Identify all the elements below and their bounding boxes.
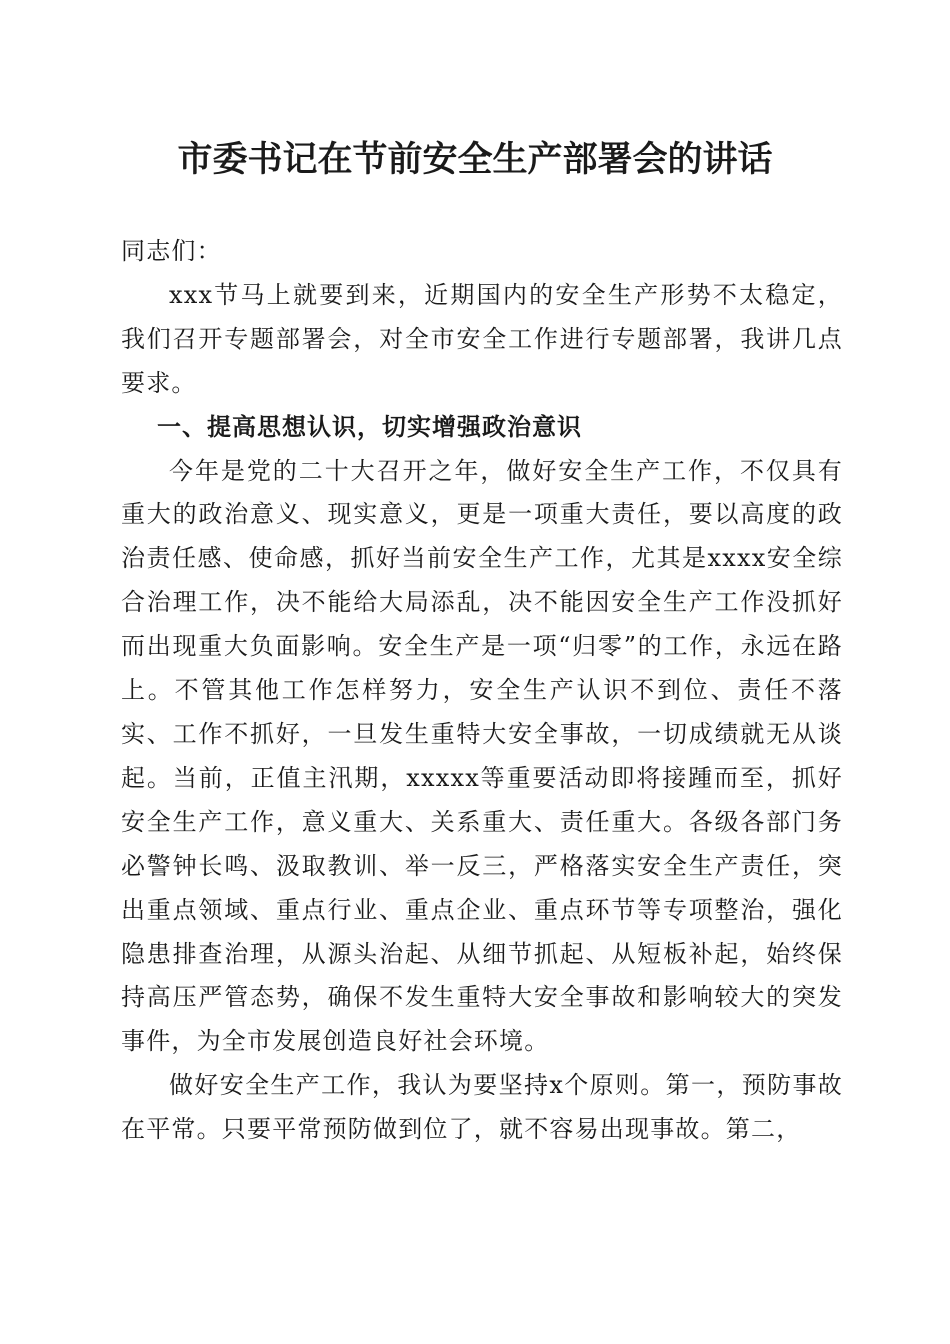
- greeting: 同志们：: [121, 237, 222, 265]
- body-paragraph: 今年是党的二十大召开之年，做好安全生产工作，不仅具有重大的政治意义、现实意义，更是一项重大责任，要以高度的政治责任感、使命感，抓好当前安全生产工作，尤其是xxxx安全综合治理工作，决不能给大局添乱，决不能因安全生产工作没抓好而出现重大负面影响。安全生产是一项“归零”的工作，永远在路上。不管其他工作怎样努力，安全生产认识不到位、责任不落实、工作不抓好，一旦发生重特大安全事故，一切成绩就无从谈起。当前，正值主汛期，xxxxx等重要活动即将接踵而至，抓好安全生产工作，意义重大、关系重大、责任重大。各级各部门务必警钟长鸣、汲取教训、举一反三，严格落实安全生产责任，突出重点领域、重点行业、重点企业、重点环节等专项整治，强化隐患排查治理，从源头治起、从细节抓起、从短板补起，始终保持高压严管态势，确保不发生重特大安全事故和影响较大的突发事件，为全市发展创造良好社会环境。: [121, 456, 843, 1056]
- document-body: [121, 230, 843, 1152]
- section-heading: 一、提高思想认识，切实增强政治意识: [157, 412, 582, 441]
- intro-paragraph: xxx节马上就要到来，近期国内的安全生产形势不太稳定，我们召开专题部署会，对全市安全工作进行专题部署，我讲几点要求。: [121, 280, 843, 397]
- body-paragraph: 做好安全生产工作，我认为要坚持x个原则。第一，预防事故在平常。只要平常预防做到位了，就不容易出现事故。第二，: [121, 1071, 843, 1144]
- document-title: 市委书记在节前安全生产部署会的讲话: [177, 139, 773, 180]
